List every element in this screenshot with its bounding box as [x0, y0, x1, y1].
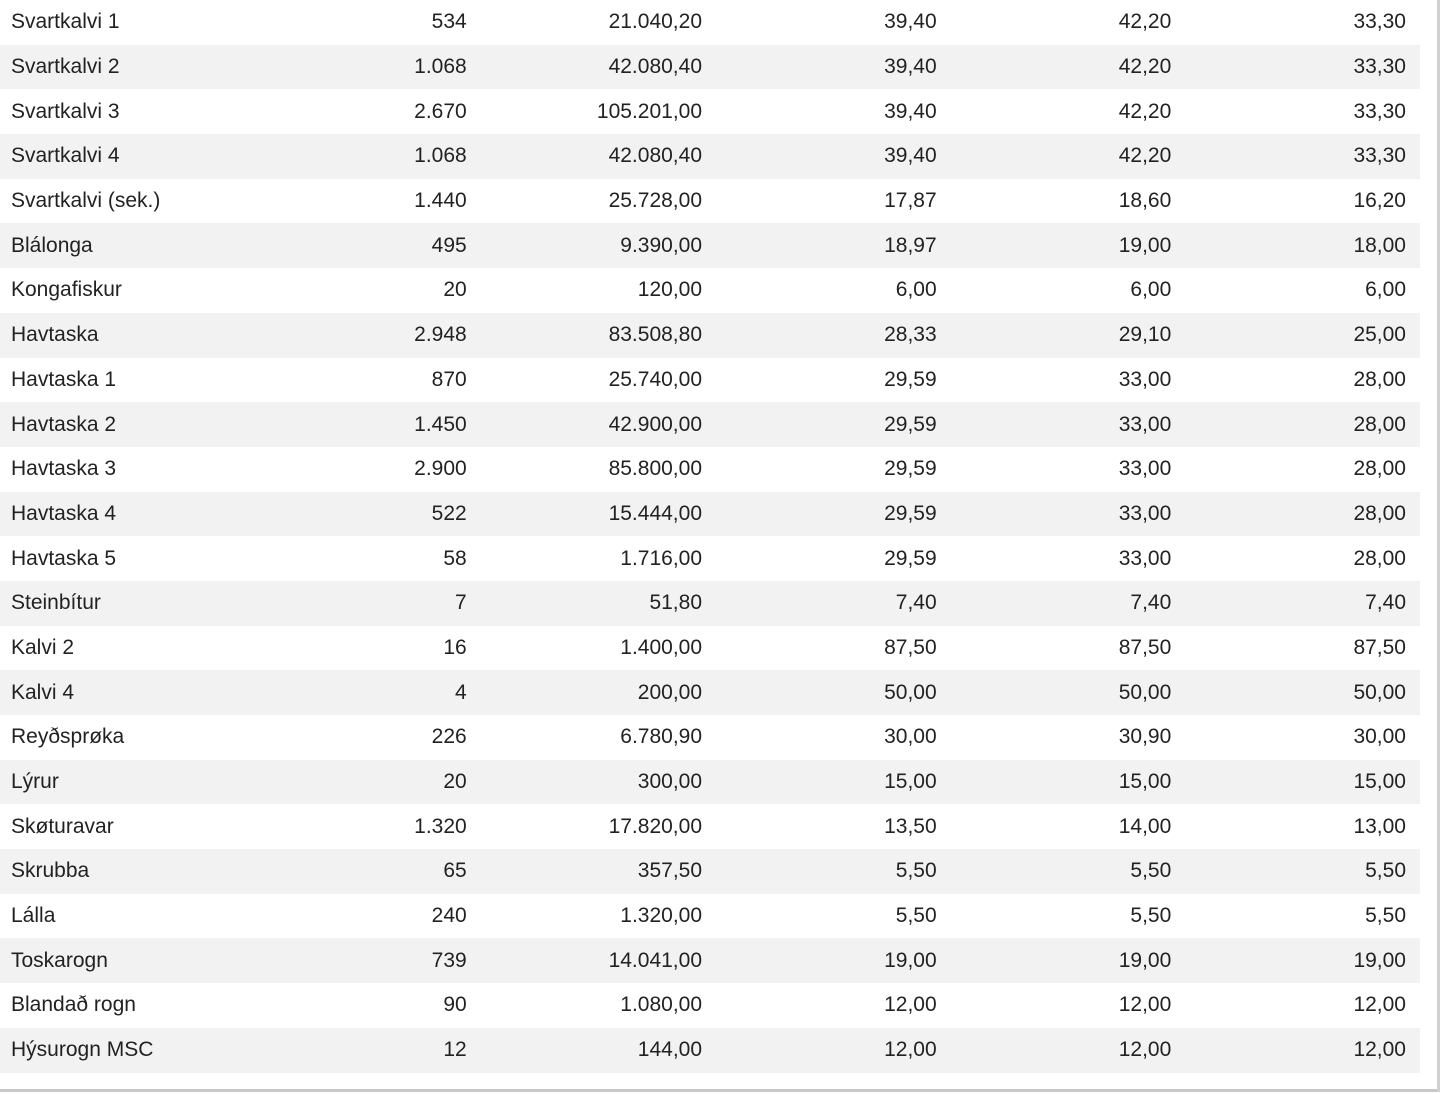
table-row	[0, 894, 1420, 939]
cell-quantity: 1.068	[414, 144, 467, 168]
cell-max-price: 29,10	[1118, 323, 1172, 347]
cell-min-price: 28,00	[1353, 546, 1406, 570]
cell-total-value: 300,00	[637, 770, 703, 794]
cell-max-price: 42,20	[1118, 99, 1172, 123]
table-row	[0, 804, 1420, 849]
table-row	[0, 313, 1420, 358]
cell-total-value: 9.390,00	[620, 233, 703, 257]
cell-species-name: Kongafiskur	[11, 278, 122, 302]
cell-species-name: Havtaska 2	[11, 412, 117, 436]
cell-average-price: 29,59	[884, 457, 937, 481]
cell-quantity: 495	[431, 233, 467, 257]
cell-quantity: 226	[431, 725, 467, 749]
table-row	[0, 492, 1420, 537]
cell-average-price: 39,40	[884, 144, 937, 168]
cell-max-price: 42,20	[1118, 10, 1172, 34]
cell-total-value: 1.080,00	[620, 993, 703, 1017]
cell-average-price: 30,00	[884, 725, 937, 749]
cell-quantity: 16	[443, 635, 467, 659]
cell-average-price: 18,97	[884, 233, 937, 257]
cell-average-price: 29,59	[884, 501, 937, 525]
cell-min-price: 12,00	[1353, 993, 1406, 1017]
cell-min-price: 50,00	[1353, 680, 1406, 704]
cell-species-name: Havtaska 4	[11, 501, 117, 525]
cell-average-price: 15,00	[884, 770, 937, 794]
cell-quantity: 739	[431, 948, 467, 972]
cell-max-price: 33,00	[1118, 501, 1172, 525]
cell-total-value: 120,00	[637, 278, 703, 302]
cell-species-name: Svartkalvi 3	[11, 99, 120, 123]
cell-species-name: Kalvi 4	[11, 680, 75, 704]
cell-max-price: 5,50	[1130, 904, 1172, 928]
cell-min-price: 28,00	[1353, 367, 1406, 391]
table-row	[0, 89, 1420, 134]
cell-max-price: 42,20	[1118, 55, 1172, 79]
cell-total-value: 25.740,00	[608, 367, 703, 391]
table-row	[0, 134, 1420, 179]
cell-average-price: 29,59	[884, 412, 937, 436]
cell-max-price: 15,00	[1118, 770, 1172, 794]
cell-quantity: 20	[443, 278, 467, 302]
cell-max-price: 6,00	[1130, 278, 1172, 302]
table-row	[0, 0, 1420, 45]
cell-max-price: 18,60	[1118, 189, 1172, 213]
cell-min-price: 5,50	[1365, 904, 1406, 928]
bottom-divider	[0, 1089, 1440, 1092]
cell-average-price: 13,50	[884, 814, 937, 838]
cell-max-price: 12,00	[1118, 993, 1172, 1017]
cell-total-value: 42.080,40	[608, 144, 703, 168]
table-row	[0, 447, 1420, 492]
cell-quantity: 1.450	[414, 412, 467, 436]
cell-max-price: 42,20	[1118, 144, 1172, 168]
cell-quantity: 870	[431, 367, 467, 391]
cell-max-price: 33,00	[1118, 457, 1172, 481]
cell-total-value: 83.508,80	[608, 323, 703, 347]
cell-total-value: 105.201,00	[596, 99, 703, 123]
cell-quantity: 2.670	[414, 99, 467, 123]
cell-total-value: 17.820,00	[608, 814, 703, 838]
cell-species-name: Skøturavar	[11, 814, 114, 838]
table-row	[0, 849, 1420, 894]
cell-min-price: 33,30	[1353, 144, 1406, 168]
cell-species-name: Svartkalvi 4	[11, 144, 120, 168]
cell-species-name: Svartkalvi (sek.)	[11, 189, 161, 213]
cell-species-name: Svartkalvi 1	[11, 10, 120, 34]
cell-average-price: 39,40	[884, 10, 937, 34]
cell-species-name: Skrubba	[11, 859, 90, 883]
cell-min-price: 33,30	[1353, 99, 1406, 123]
cell-total-value: 200,00	[637, 680, 703, 704]
cell-average-price: 28,33	[884, 323, 937, 347]
cell-average-price: 12,00	[884, 1038, 937, 1062]
cell-species-name: Kalvi 2	[11, 635, 75, 659]
cell-total-value: 21.040,20	[608, 10, 703, 34]
cell-quantity: 90	[443, 993, 467, 1017]
cell-min-price: 33,30	[1353, 55, 1406, 79]
cell-total-value: 51,80	[649, 591, 703, 615]
cell-quantity: 1.068	[414, 55, 467, 79]
cell-total-value: 42.900,00	[608, 412, 703, 436]
cell-min-price: 25,00	[1353, 323, 1406, 347]
cell-total-value: 15.444,00	[608, 501, 703, 525]
cell-max-price: 5,50	[1130, 859, 1172, 883]
cell-quantity: 7	[455, 591, 467, 615]
cell-species-name: Reyðsprøka	[11, 725, 125, 749]
cell-total-value: 1.320,00	[620, 904, 703, 928]
cell-average-price: 19,00	[884, 948, 937, 972]
cell-average-price: 87,50	[884, 635, 937, 659]
cell-average-price: 6,00	[895, 278, 937, 302]
cell-species-name: Svartkalvi 2	[11, 55, 120, 79]
cell-min-price: 15,00	[1353, 770, 1406, 794]
table-row	[0, 223, 1420, 268]
table-row	[0, 536, 1420, 581]
cell-species-name: Hýsurogn MSC	[11, 1038, 154, 1062]
cell-average-price: 39,40	[884, 55, 937, 79]
table-row	[0, 938, 1420, 983]
cell-min-price: 6,00	[1365, 278, 1406, 302]
cell-quantity: 1.440	[414, 189, 467, 213]
cell-average-price: 7,40	[895, 591, 937, 615]
cell-quantity: 2.900	[414, 457, 467, 481]
cell-species-name: Lýrur	[11, 770, 59, 794]
cell-min-price: 12,00	[1353, 1038, 1406, 1062]
cell-max-price: 30,90	[1118, 725, 1172, 749]
cell-species-name: Havtaska 1	[11, 367, 117, 391]
table-row	[0, 179, 1420, 224]
cell-quantity: 2.948	[414, 323, 467, 347]
cell-min-price: 33,30	[1353, 10, 1406, 34]
cell-min-price: 30,00	[1353, 725, 1406, 749]
cell-quantity: 1.320	[414, 814, 467, 838]
table-row	[0, 268, 1420, 313]
table-row	[0, 581, 1420, 626]
cell-min-price: 87,50	[1353, 635, 1406, 659]
cell-max-price: 33,00	[1118, 546, 1172, 570]
cell-min-price: 19,00	[1353, 948, 1406, 972]
cell-total-value: 6.780,90	[620, 725, 703, 749]
cell-species-name: Havtaska 5	[11, 546, 117, 570]
cell-quantity: 240	[431, 904, 467, 928]
table-row	[0, 983, 1420, 1028]
table-row	[0, 358, 1420, 403]
cell-min-price: 7,40	[1365, 591, 1406, 615]
cell-average-price: 17,87	[884, 189, 937, 213]
cell-species-name: Blandað rogn	[11, 993, 136, 1017]
table-row	[0, 760, 1420, 805]
cell-average-price: 29,59	[884, 546, 937, 570]
cell-quantity: 20	[443, 770, 467, 794]
cell-min-price: 28,00	[1353, 457, 1406, 481]
cell-average-price: 5,50	[895, 904, 937, 928]
table-row	[0, 670, 1420, 715]
cell-quantity: 58	[443, 546, 467, 570]
cell-min-price: 16,20	[1353, 189, 1406, 213]
cell-total-value: 85.800,00	[608, 457, 703, 481]
cell-max-price: 19,00	[1118, 233, 1172, 257]
table-row	[0, 715, 1420, 760]
cell-total-value: 1.716,00	[620, 546, 703, 570]
cell-min-price: 28,00	[1353, 501, 1406, 525]
cell-max-price: 14,00	[1118, 814, 1172, 838]
cell-max-price: 33,00	[1118, 412, 1172, 436]
cell-quantity: 65	[443, 859, 467, 883]
cell-quantity: 12	[443, 1038, 467, 1062]
cell-total-value: 357,50	[637, 859, 703, 883]
cell-average-price: 29,59	[884, 367, 937, 391]
cell-average-price: 50,00	[884, 680, 937, 704]
cell-total-value: 144,00	[637, 1038, 703, 1062]
cell-average-price: 39,40	[884, 99, 937, 123]
cell-min-price: 18,00	[1353, 233, 1406, 257]
cell-species-name: Havtaska 3	[11, 457, 117, 481]
cell-max-price: 12,00	[1118, 1038, 1172, 1062]
table-row	[0, 626, 1420, 671]
table-row	[0, 45, 1420, 90]
cell-total-value: 42.080,40	[608, 55, 703, 79]
cell-average-price: 5,50	[895, 859, 937, 883]
cell-species-name: Lálla	[11, 904, 56, 928]
cell-quantity: 522	[431, 501, 467, 525]
cell-total-value: 25.728,00	[608, 189, 703, 213]
cell-max-price: 50,00	[1118, 680, 1172, 704]
cell-min-price: 13,00	[1353, 814, 1406, 838]
cell-species-name: Steinbítur	[11, 591, 101, 615]
cell-species-name: Toskarogn	[11, 948, 108, 972]
cell-max-price: 87,50	[1118, 635, 1172, 659]
cell-quantity: 534	[431, 10, 467, 34]
cell-max-price: 7,40	[1130, 591, 1172, 615]
cell-total-value: 14.041,00	[608, 948, 703, 972]
cell-min-price: 5,50	[1365, 859, 1406, 883]
table-row	[0, 402, 1420, 447]
cell-species-name: Havtaska	[11, 323, 99, 347]
cell-max-price: 33,00	[1118, 367, 1172, 391]
cell-average-price: 12,00	[884, 993, 937, 1017]
cell-min-price: 28,00	[1353, 412, 1406, 436]
table-row	[0, 1028, 1420, 1073]
cell-max-price: 19,00	[1118, 948, 1172, 972]
cell-quantity: 4	[455, 680, 467, 704]
cell-total-value: 1.400,00	[620, 635, 703, 659]
cell-species-name: Blálonga	[11, 233, 93, 257]
